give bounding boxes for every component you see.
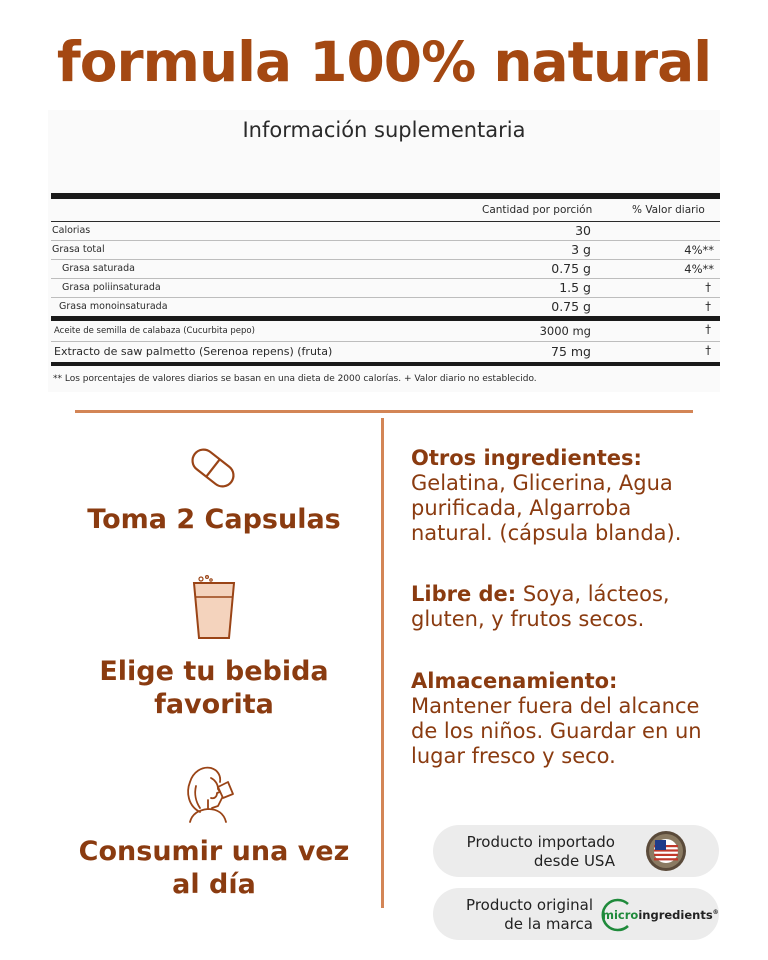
- microingredients-wordmark: [602, 908, 719, 922]
- row-amount-pumpkin-seed-oil: 3000 mg: [539, 324, 591, 338]
- free-from-line1: [411, 582, 741, 607]
- step-consume-daily-line2: al día: [172, 869, 256, 900]
- capsule-icon: [184, 442, 242, 494]
- storage-line: de los niños. Guardar en un: [411, 719, 702, 743]
- other-ingredients-block: [411, 446, 741, 546]
- step-consume-daily-line1: Consumir una vez: [78, 836, 350, 867]
- row-name-calories: Calorias: [52, 225, 91, 236]
- free-from-block: [411, 582, 741, 632]
- facts-mid-rule: [51, 316, 720, 321]
- microingredients-logo: [598, 898, 718, 932]
- header-rule: [51, 221, 720, 222]
- free-from-heading: Libre de:: [411, 582, 517, 606]
- row-amount-total-fat: 3 g: [571, 242, 591, 257]
- row-name-pumpkin-seed-oil: Aceite de semilla de calabaza (Cucurbita pepo): [54, 326, 255, 336]
- step-choose-drink: [55, 655, 373, 721]
- row-rule: [51, 278, 720, 279]
- section-divider-vertical: [381, 418, 384, 908]
- storage-line: Mantener fuera del alcance: [411, 694, 700, 718]
- facts-title: Información suplementaria: [242, 118, 526, 142]
- page-headline: formula 100% natural: [56, 30, 712, 94]
- other-ingredients-line: natural. (cápsula blanda).: [411, 521, 682, 545]
- brand-micro: micro: [602, 908, 639, 922]
- original-brand-badge: [433, 888, 719, 940]
- imported-badge-line2: desde USA: [533, 852, 615, 870]
- brand-ingredients: ingredients: [638, 908, 713, 922]
- row-dv-total-fat: 4%**: [684, 243, 714, 257]
- row-dv-pumpkin-seed-oil: †: [705, 322, 711, 336]
- header-amount: Cantidad por porción: [482, 204, 593, 216]
- other-ingredients-heading: Otros ingredientes:: [411, 446, 642, 470]
- row-name-saw-palmetto: Extracto de saw palmetto (Serenoa repens) (fruta): [54, 345, 333, 358]
- section-divider-horizontal: [75, 410, 693, 413]
- free-from-line2: gluten, y frutos secos.: [411, 607, 645, 631]
- supplement-facts-panel: [48, 110, 720, 392]
- step-consume-daily: [55, 835, 373, 901]
- step-choose-drink-line1: Elige tu bebida: [99, 656, 329, 687]
- facts-bottom-rule: [51, 362, 720, 366]
- row-amount-saw-palmetto: 75 mg: [551, 344, 591, 359]
- row-dv-polyunsaturated-fat: †: [705, 280, 711, 294]
- row-dv-monounsaturated-fat: †: [705, 299, 711, 313]
- usa-seal-icon: [645, 830, 687, 872]
- woman-drinking-icon: [178, 762, 242, 824]
- row-amount-saturated-fat: 0.75 g: [551, 261, 591, 276]
- other-ingredients-line: Gelatina, Glicerina, Agua: [411, 471, 673, 495]
- row-amount-calories: 30: [575, 223, 591, 238]
- row-name-monounsaturated-fat: Grasa monoinsaturada: [59, 301, 168, 312]
- imported-badge-line1: Producto importado: [466, 833, 615, 851]
- row-amount-monounsaturated-fat: 0.75 g: [551, 299, 591, 314]
- row-amount-polyunsaturated-fat: 1.5 g: [559, 280, 591, 295]
- step-choose-drink-line2: favorita: [154, 689, 274, 720]
- storage-line: lugar fresco y seco.: [411, 744, 616, 768]
- row-rule: [51, 240, 720, 241]
- other-ingredients-line: purificada, Algarroba: [411, 496, 632, 520]
- facts-footnote: ** Los porcentajes de valores diarios se basan en una dieta de 2000 calorías. + Valor diario no establecido.: [53, 374, 537, 384]
- brand-registered: ®: [712, 909, 719, 917]
- header-daily-value: % Valor diario: [632, 204, 705, 216]
- imported-badge-text: [435, 833, 615, 871]
- row-rule: [51, 297, 720, 298]
- imported-badge: [433, 825, 719, 877]
- step-take-capsules: Toma 2 Capsulas: [87, 504, 341, 535]
- row-rule: [51, 259, 720, 260]
- facts-top-rule: [51, 193, 720, 199]
- glass-icon: [187, 575, 243, 641]
- original-brand-line2: de la marca: [504, 915, 593, 933]
- row-name-polyunsaturated-fat: Grasa poliinsaturada: [62, 282, 161, 293]
- row-dv-saw-palmetto: †: [705, 343, 711, 357]
- row-name-saturated-fat: Grasa saturada: [62, 263, 135, 274]
- row-dv-saturated-fat: 4%**: [684, 262, 714, 276]
- original-brand-badge-text: [433, 896, 593, 934]
- original-brand-line1: Producto original: [466, 896, 593, 914]
- storage-block: [411, 669, 741, 769]
- row-rule: [51, 341, 720, 342]
- free-from-list-start: Soya, lácteos,: [516, 582, 670, 606]
- storage-heading: Almacenamiento:: [411, 669, 618, 693]
- row-name-total-fat: Grasa total: [52, 244, 105, 255]
